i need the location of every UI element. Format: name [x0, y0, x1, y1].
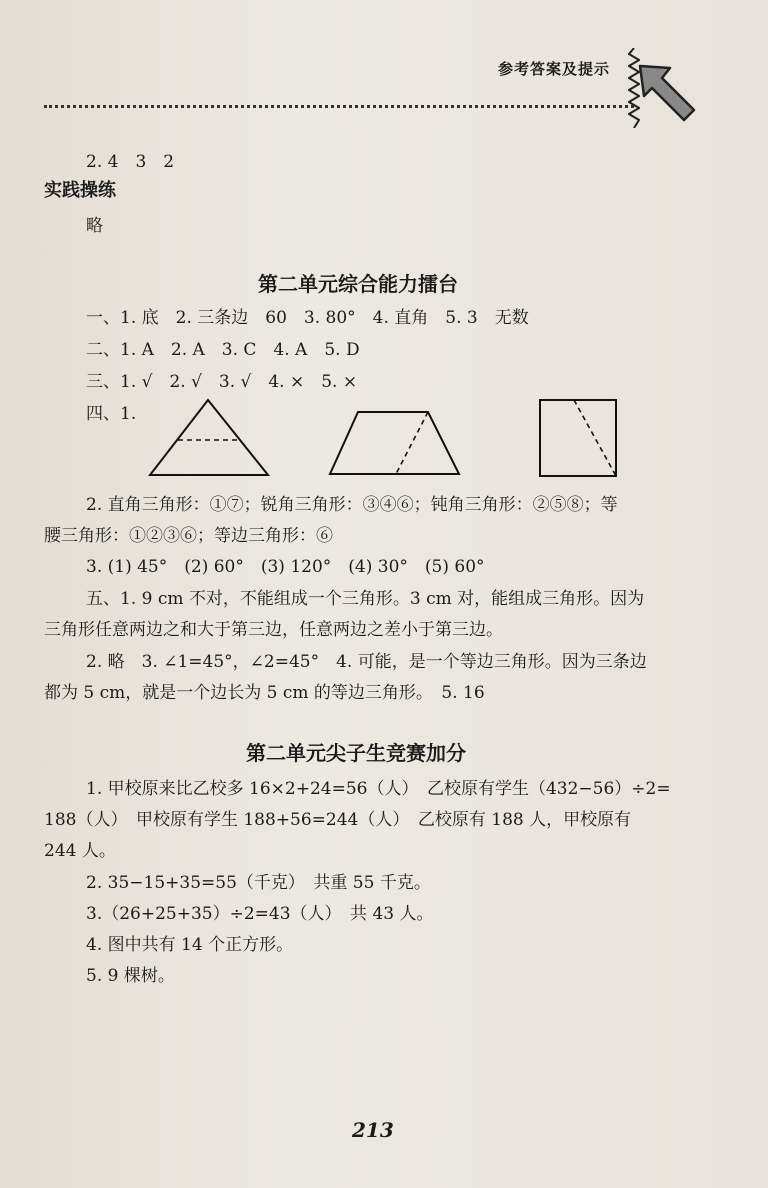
- square-figure: [538, 398, 618, 478]
- answer-q2: 二、1. A 2. A 3. C 4. A 5. D: [86, 340, 360, 360]
- contest-p3: 3.（26+25+35）÷2=43（人） 共 43 人。: [86, 904, 434, 924]
- header-title: 参考答案及提示: [498, 60, 611, 78]
- answer-q1: 一、1. 底 2. 三条边 60 3. 80° 4. 直角 5. 3 无数: [86, 308, 529, 328]
- answer-q4-2-line1: 2. 直角三角形：①⑦；锐角三角形：③④⑥；钝角三角形：②⑤⑧；等: [86, 495, 618, 515]
- practice-answer: 略: [86, 216, 103, 236]
- answer-q4-label: 四、1.: [86, 404, 137, 424]
- trapezoid-figure: [328, 410, 462, 476]
- header-dotted-rule: [44, 105, 634, 108]
- contest-p1-line2: 188（人） 甲校原有学生 188+56=244（人） 乙校原有 188 人，甲校原有: [44, 810, 632, 830]
- answer-q5-line4: 都为 5 cm，就是一个边长为 5 cm 的等边三角形。 5. 16: [44, 683, 485, 703]
- contest-p2: 2. 35−15+35=55（千克） 共重 55 千克。: [86, 873, 431, 893]
- answer-q3: 三、1. √ 2. √ 3. √ 4. × 5. ×: [86, 372, 358, 392]
- section-title-ability: 第二单元综合能力擂台: [258, 272, 458, 296]
- arrow-icon: [636, 60, 698, 126]
- contest-p1-line3: 244 人。: [44, 841, 116, 861]
- answer-line: 2. 4 3 2: [86, 152, 175, 172]
- practice-heading: 实践操练: [44, 180, 116, 201]
- page-number: 213: [352, 1118, 394, 1142]
- contest-p1-line1: 1. 甲校原来比乙校多 16×2+24=56（人） 乙校原有学生（432−56）÷2=: [86, 779, 671, 799]
- answer-q5-line1: 五、1. 9 cm 不对，不能组成一个三角形。3 cm 对，能组成三角形。因为: [86, 589, 645, 609]
- answer-q5-line3: 2. 略 3. ∠1=45°，∠2=45° 4. 可能，是一个等边三角形。因为三条边: [86, 652, 647, 672]
- answer-q5-line2: 三角形任意两边之和大于第三边，任意两边之差小于第三边。: [44, 620, 503, 640]
- page-header: [0, 0, 768, 130]
- contest-p4: 4. 图中共有 14 个正方形。: [86, 935, 294, 955]
- answer-q4-2-line2: 腰三角形：①②③⑥；等边三角形：⑥: [44, 526, 333, 546]
- answer-q4-3: 3. (1) 45° (2) 60° (3) 120° (4) 30° (5) 60°: [86, 557, 485, 577]
- contest-p5: 5. 9 棵树。: [86, 966, 175, 986]
- triangle-figure: [148, 398, 272, 478]
- section-title-contest: 第二单元尖子生竞赛加分: [246, 741, 466, 765]
